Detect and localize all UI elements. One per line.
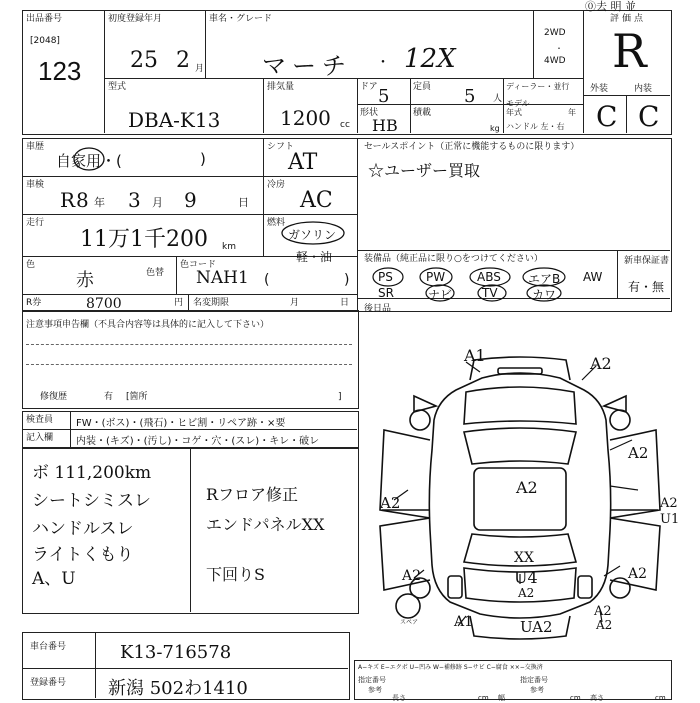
designated-label: 指定番号	[358, 676, 386, 684]
ref-label-right: 参考	[530, 686, 544, 694]
drive-2wd: 2WD	[544, 28, 566, 38]
dim-width-unit: cm	[570, 694, 581, 702]
mileage-unit: km	[222, 242, 236, 252]
inspection-day: 9	[184, 188, 197, 212]
first-reg-label: 初度登録年月	[108, 14, 163, 24]
repair-value: 有	[104, 392, 114, 402]
door-label: ドア	[360, 82, 378, 92]
lot-number: 123	[38, 56, 82, 86]
eval-label: 評価点	[610, 14, 647, 24]
equipment-circles	[370, 264, 610, 304]
recycle-label: R券	[26, 298, 42, 308]
remark-left-2: シートシミスレ	[32, 491, 151, 511]
repair-place: [箇所	[126, 392, 148, 402]
top-right-mark: ⓪去 明 並	[585, 0, 636, 13]
transfer-month-unit: 月	[290, 298, 300, 308]
equip-ps: PS	[378, 270, 393, 284]
usage-value: 自家用・(	[56, 152, 122, 170]
fuel-light-oil: 軽・油	[296, 250, 333, 264]
inspector-row-1: FW・(ボス)・(飛石)・ヒビ割・リペア跡・×要	[76, 418, 286, 429]
transfer-day-unit: 日	[340, 298, 350, 308]
inspector-label-1: 検査員	[26, 415, 54, 425]
registration-value: 新潟 502わ1410	[108, 678, 248, 699]
carname-label: 車名・グレード	[209, 14, 273, 24]
inspection-year: 8	[76, 188, 89, 212]
interior-label: 内装	[634, 84, 653, 94]
carname: マーチ	[262, 52, 352, 80]
sales-point-value: ☆ユーザー買取	[368, 161, 481, 180]
kg-unit: kg	[490, 124, 500, 133]
repair-close: ]	[338, 392, 342, 402]
equip-airbag: エアB	[528, 272, 561, 286]
fuel-gasoline: ガソリン	[288, 228, 337, 242]
year-unit: 年	[568, 108, 576, 117]
color-paren-close: )	[344, 272, 350, 288]
shift-label: シフト	[267, 142, 295, 152]
drive-4wd: 4WD	[544, 56, 566, 66]
inspector-row-2: 内装・(キズ)・(汚し)・コゲ・穴・(スレ)・キレ・破レ	[76, 436, 320, 447]
cc-unit: cc	[340, 120, 350, 130]
displacement-label: 排気量	[267, 82, 295, 92]
model-value: DBA-K13	[128, 108, 221, 132]
dim-width: 幅	[498, 694, 505, 702]
damage-u1-right: U1	[660, 512, 680, 527]
inspection-month: 3	[128, 188, 141, 212]
load-label: 積載	[413, 108, 432, 118]
damage-a2-rear-right: A2	[594, 604, 612, 619]
exterior-label: 外装	[590, 84, 609, 94]
damage-a2-front-right: A2	[590, 354, 612, 373]
fuel-circle	[280, 220, 346, 246]
model-label: 型式	[108, 82, 127, 92]
equip-pw: PW	[426, 270, 446, 284]
sales-point-label: セールスポイント（正常に機能するものに限ります）	[364, 142, 580, 152]
damage-xx-rear: XX	[514, 550, 534, 566]
color-label: 色	[26, 260, 36, 270]
color-code-label: 色コード	[180, 260, 217, 270]
equip-sr: SR	[378, 286, 394, 300]
dim-height: 高さ	[590, 694, 604, 702]
recycle-value: 8700	[86, 296, 122, 312]
inspection-label: 車検	[26, 180, 45, 190]
color-change-label: 色替	[146, 268, 165, 278]
grade: 12X	[404, 44, 456, 74]
chassis-value: K13-716578	[120, 642, 232, 663]
aircon-value: AC	[300, 188, 333, 213]
first-reg-year: 25	[130, 48, 158, 73]
damage-a1-rear: A1	[454, 614, 474, 630]
inspection-year-unit: 年	[94, 196, 105, 209]
dim-length-unit: cm	[478, 694, 489, 702]
usage-label: 車歴	[26, 142, 45, 152]
ref-label-left: 参考	[368, 686, 382, 694]
first-reg-month: 2	[176, 48, 190, 73]
recycle-yen: 円	[174, 298, 184, 308]
notes-label: 注意事項申告欄（不具合内容等は具体的に記入して下さい）	[26, 320, 270, 330]
repair-label: 修復歴	[40, 392, 68, 402]
remark-right-1: Rフロア修正	[206, 485, 299, 504]
dim-length: 長さ	[392, 694, 406, 702]
lot-label: 出品番号	[26, 14, 63, 24]
damage-a2-rear-corner: A2	[596, 618, 613, 632]
equip-tv: TV	[482, 286, 498, 300]
legend-text: A−キズ E−エクボ U−凹み W−補修跡 S−サビ C−腐食 ××−交換済	[358, 664, 543, 671]
damage-a2-right-upper: A2	[628, 444, 649, 462]
eval-score: R	[612, 24, 647, 78]
remark-left-1: ボ 111,200km	[32, 463, 152, 483]
model-year-label: モデル年式	[506, 99, 530, 117]
shape-value: HB	[372, 116, 398, 135]
carname-dot: ・	[376, 55, 390, 71]
first-reg-month-unit: 月	[195, 64, 205, 74]
color-paren-open: (	[264, 272, 270, 288]
inspection-day-unit: 日	[238, 196, 249, 209]
capacity-value: 5	[464, 86, 476, 107]
displacement-value: 1200	[280, 106, 331, 130]
equip-aw: AW	[583, 270, 603, 284]
registration-label: 登録番号	[30, 678, 67, 688]
usage-close: )	[200, 150, 206, 168]
interior-grade: C	[638, 100, 660, 133]
handle-label: ハンドル 左・右	[506, 122, 565, 131]
remark-left-4: ライトくもり	[32, 545, 134, 565]
mileage-value: 11万1千200	[80, 227, 208, 252]
damage-a2-tailgate: A2	[518, 586, 535, 600]
damage-u4-rear: U4	[514, 568, 538, 587]
remark-right-3: 下回りS	[206, 565, 265, 584]
shape-label: 形状	[360, 108, 379, 118]
damage-a2-left-door: A2	[380, 494, 401, 512]
equip-leather: カワ	[532, 288, 557, 302]
remark-left-5: A、U	[32, 569, 76, 589]
remark-right-2: エンドパネルXX	[206, 515, 325, 534]
damage-a2-right-rear: A2	[628, 566, 648, 582]
exterior-grade: C	[596, 100, 618, 133]
equip-navi: ナビ	[428, 288, 453, 302]
spare-label: スペア	[400, 619, 419, 626]
aircon-label: 冷房	[267, 180, 286, 190]
dim-height-unit: cm	[655, 694, 666, 702]
color-code-value: NAH1	[196, 268, 249, 288]
shift-value: AT	[288, 150, 318, 175]
lot-code: [2048]	[30, 36, 60, 46]
after-install-label: 後日品	[364, 304, 392, 314]
remark-left-3: ハンドルスレ	[32, 519, 134, 539]
fuel-label: 燃料	[267, 218, 286, 228]
color-value: 赤	[76, 270, 94, 291]
damage-a2-left-rear: A2	[402, 568, 422, 584]
dealer-label: ディーラー・並行	[506, 82, 570, 91]
warranty-value: 有・無	[628, 280, 665, 294]
mileage-label: 走行	[26, 218, 45, 228]
person-unit: 人	[493, 94, 503, 104]
damage-a2-roof: A2	[516, 478, 538, 497]
drive-dot: ・	[555, 44, 563, 53]
usage-circle	[72, 146, 106, 172]
inspection-month-unit: 月	[152, 196, 163, 209]
damage-a2-right: A2	[660, 496, 678, 511]
inspector-label-2: 記入欄	[26, 433, 54, 443]
warranty-label: 新車保証書	[624, 256, 670, 266]
equip-abs: ABS	[477, 270, 501, 284]
inspection-era: R	[60, 188, 76, 212]
designated-label-right: 指定番号	[520, 676, 548, 684]
equipment-label: 装備品（純正品に限り○をつけてください）	[364, 254, 543, 264]
door-value: 5	[378, 86, 390, 107]
damage-ua2-rear-bumper: UA2	[520, 618, 553, 636]
chassis-label: 車台番号	[30, 642, 67, 652]
capacity-label: 定員	[413, 82, 432, 92]
damage-a1-front: A1	[464, 346, 486, 365]
transfer-label: 名変期限	[193, 298, 230, 308]
